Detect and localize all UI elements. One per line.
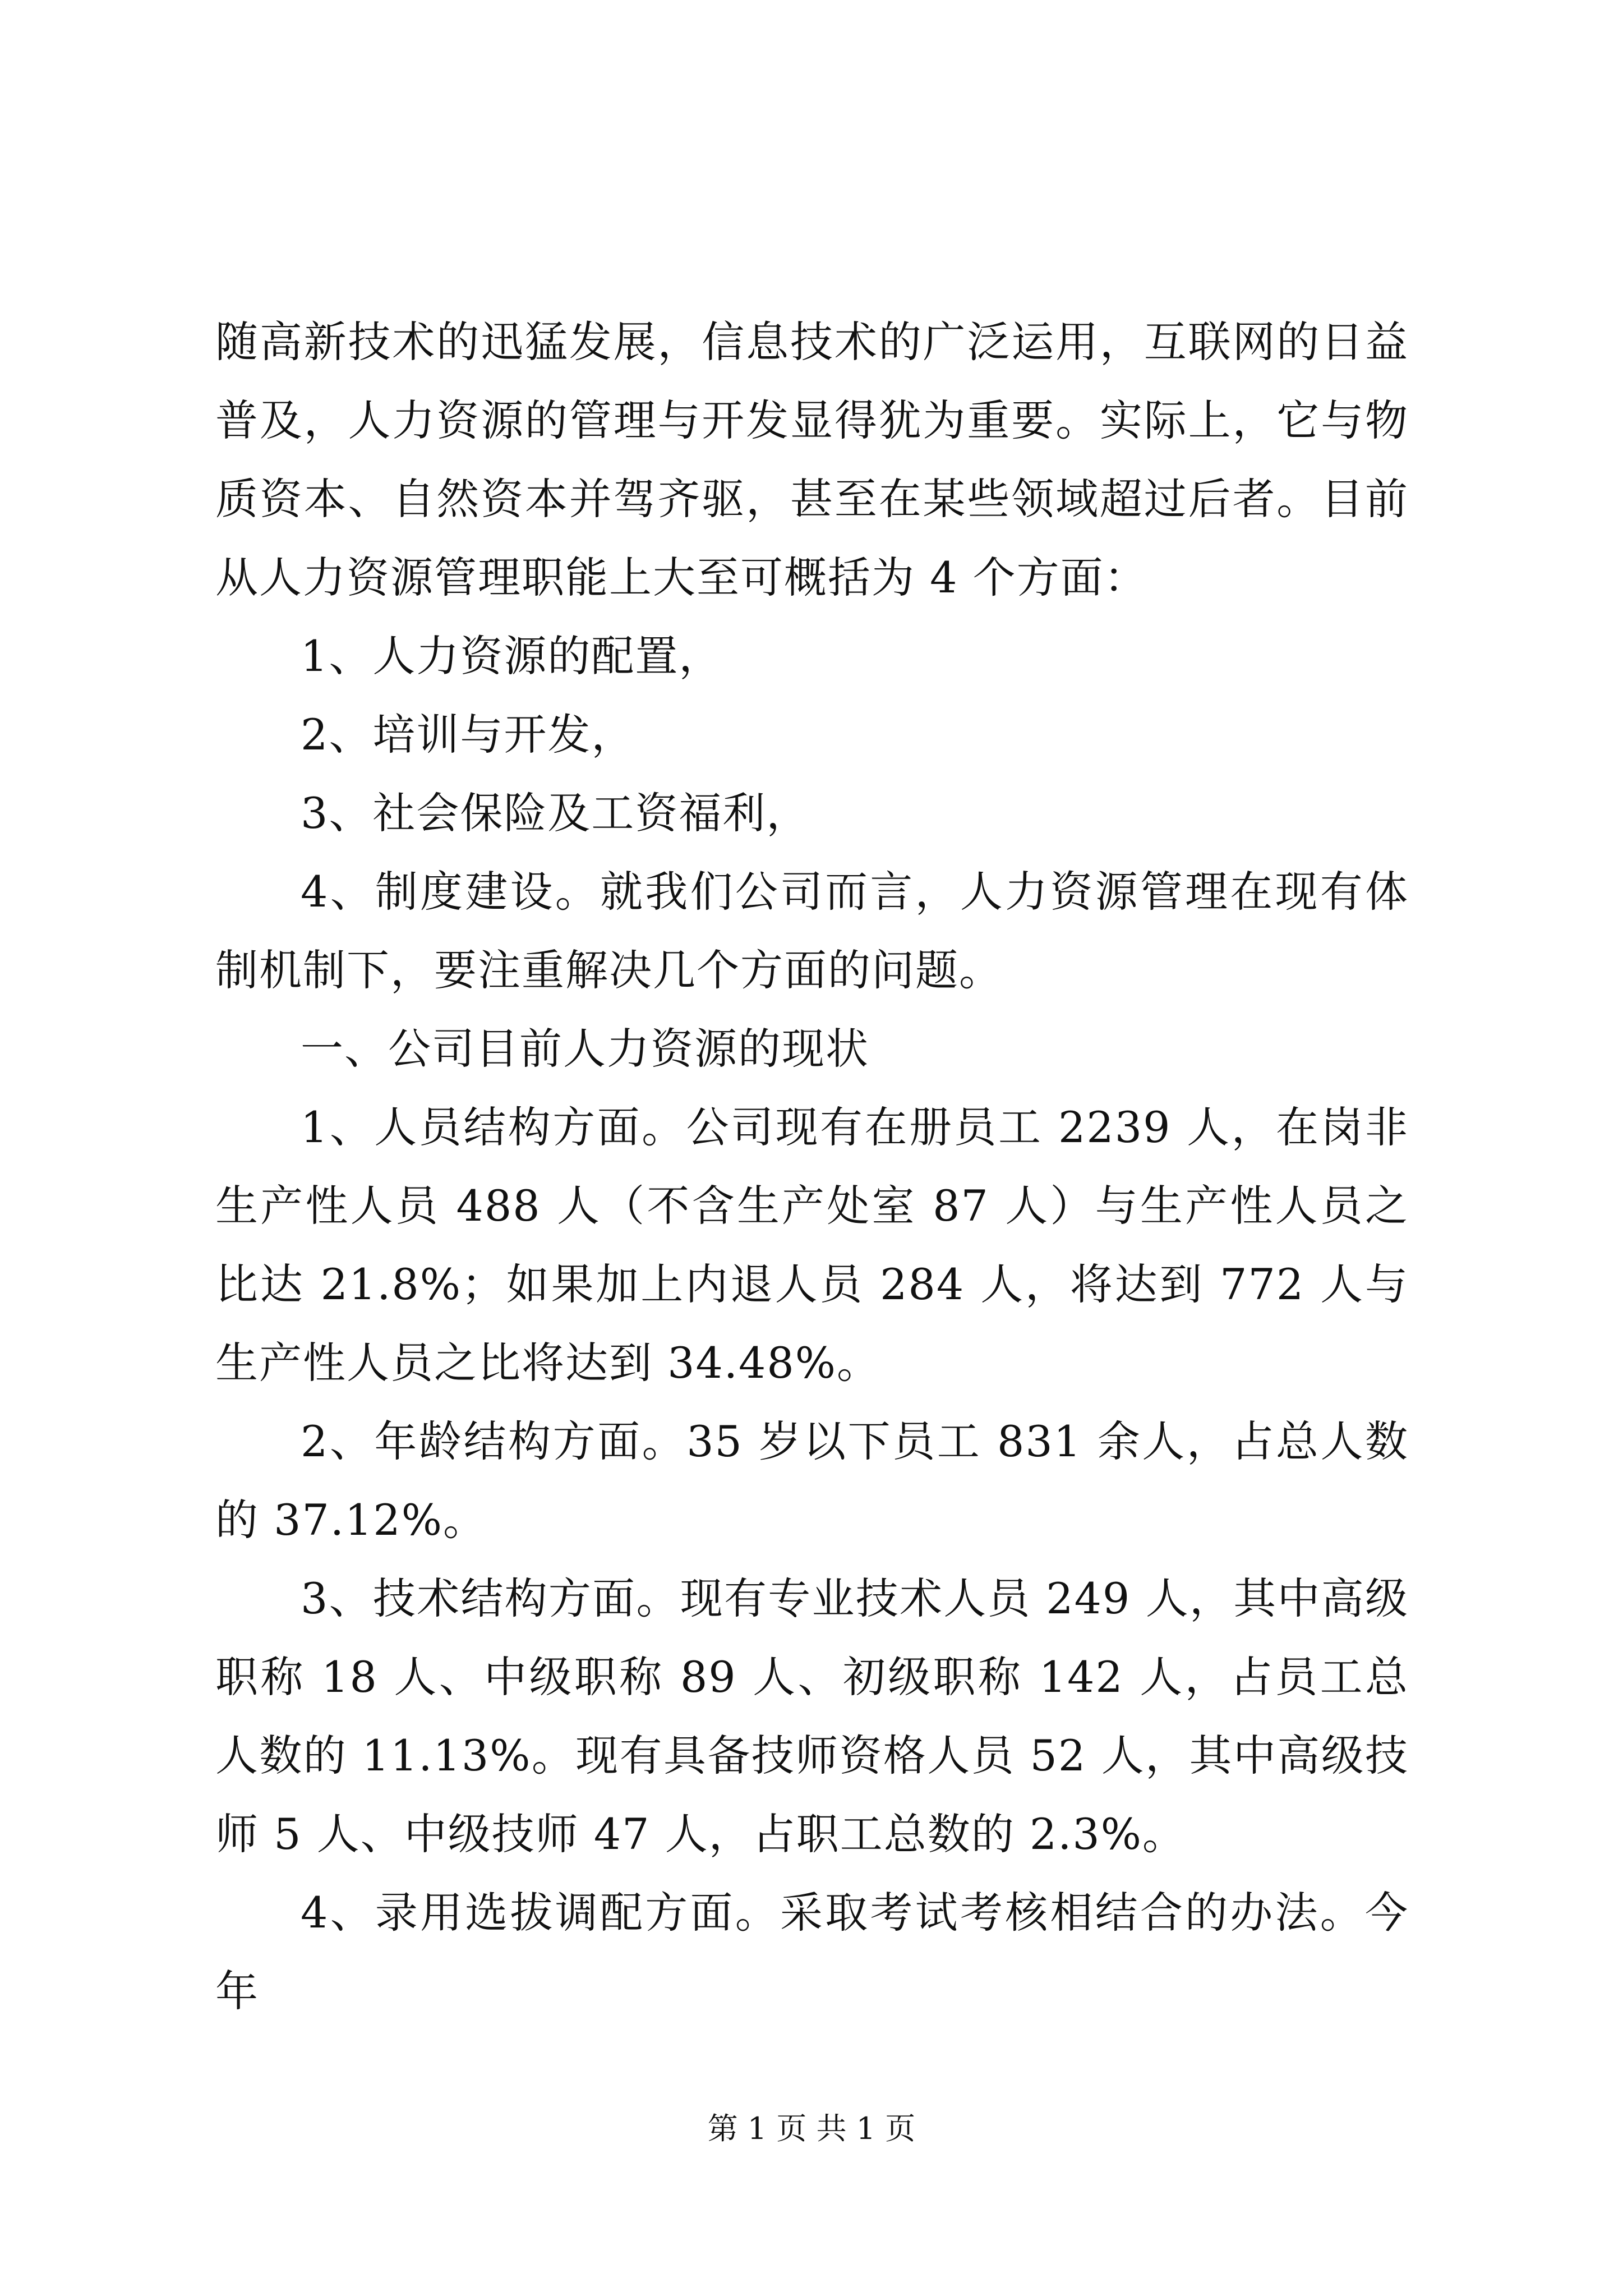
paragraph-recruitment: 4、录用选拔调配方面。采取考试考核相结合的办法。今年 — [215, 1888, 1409, 2016]
paragraph-age-structure: 2、年龄结构方面。35 岁以下员工 831 余人，占总人数的 37.12%。 — [215, 1416, 1409, 1545]
page-number-label: 第 1 页 共 1 页 — [707, 2111, 916, 2146]
page-footer — [0, 2109, 1623, 2148]
paragraph-item-3: 3、社会保险及工资福利， — [301, 788, 810, 838]
paragraph-item-1: 1、人力资源的配置， — [301, 631, 723, 681]
document-body — [215, 303, 1409, 2031]
section-heading: 一、公司目前人力资源的现状 — [301, 1024, 869, 1074]
paragraph-item-4: 4、制度建设。就我们公司而言，人力资源管理在现有体制机制下，要注重解决几个方面的问题。 — [215, 867, 1409, 995]
paragraph-intro: 随高新技术的迅猛发展，信息技术的广泛运用，互联网的日益普及，人力资源的管理与开发显得犹为重要。实际上，它与物质资本、自然资本并驾齐驱，甚至在某些领域超过后者。目前从人力资源管理职能上大至可概括为 4 个方面： — [215, 317, 1409, 602]
paragraph-item-2: 2、培训与开发， — [301, 710, 635, 760]
paragraph-technical-structure: 3、技术结构方面。现有专业技术人员 249 人，其中高级职称 18 人、中级职称 89 人、初级职称 142 人，占员工总人数的 11.13%。现有具备技师资格人员 52 人，其中高级技师 5 人、中级技师 47 人，占职工总数的 2.3%。 — [215, 1573, 1409, 1859]
paragraph-personnel-structure: 1、人员结构方面。公司现有在册员工 2239 人，在岗非生产性人员 488 人（不含生产处室 87 人）与生产性人员之比达 21.8%；如果加上内退人员 284 人，将达到 772 人与生产性人员之比将达到 34.48%。 — [215, 1102, 1409, 1388]
